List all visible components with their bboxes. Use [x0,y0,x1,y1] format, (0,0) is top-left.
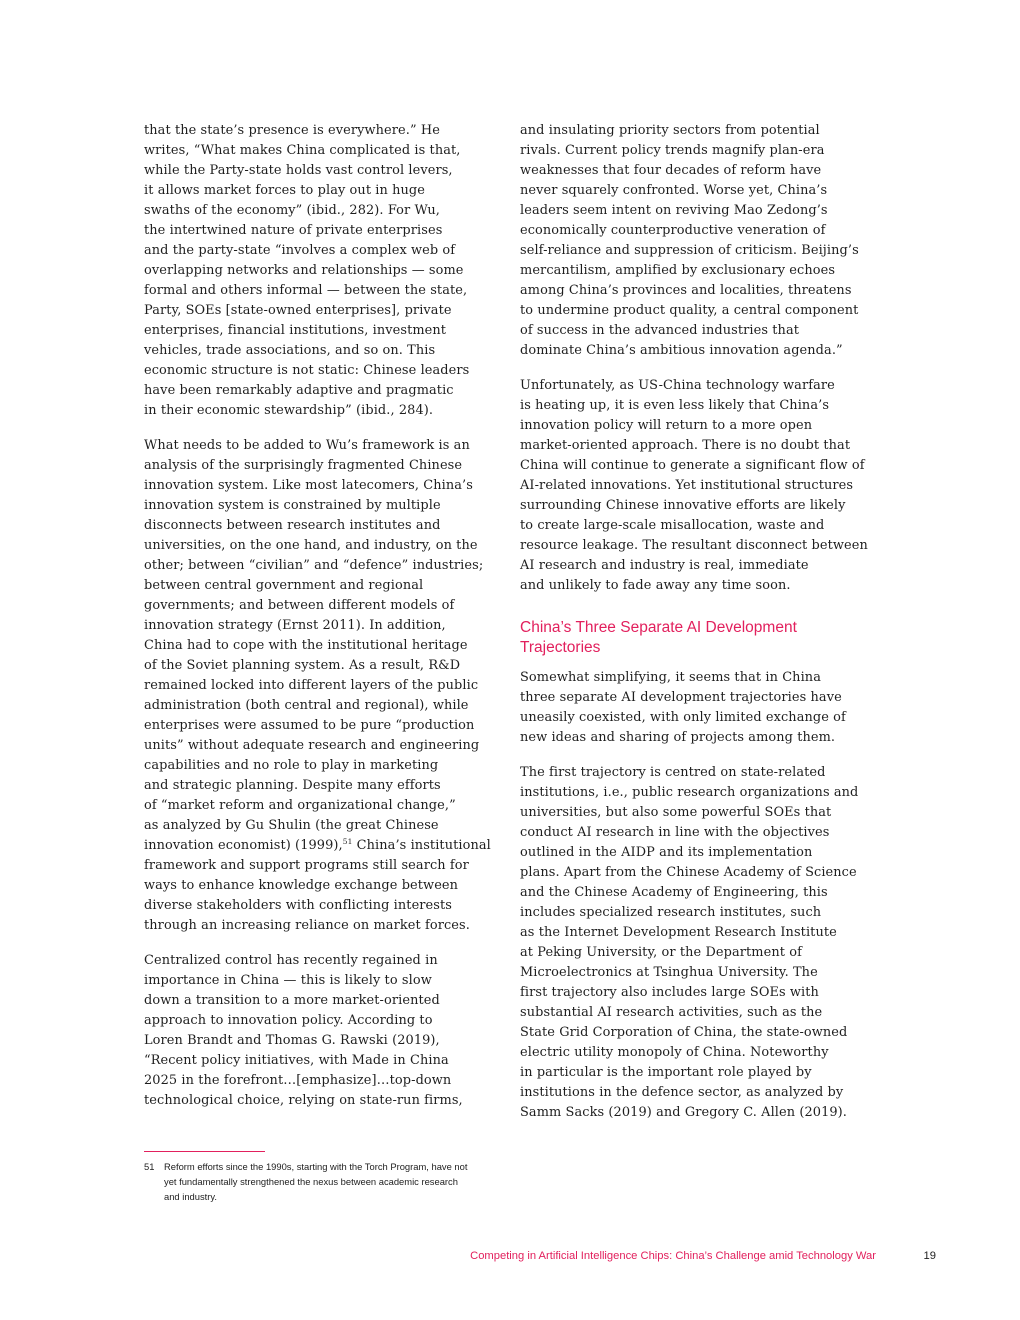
paragraph-text: What needs to be added to Wu’s framework is an analysis of the surprisingly fragmented Chinese innovation system. Like most latecomers, China’s innovation system is constrained by multiple disconnects between research institutes and universities, on the one hand, and industry, on the other; between “civilian” and “defence” industries; between central government and regional governments; and between different models of innovation strategy (Ernst 2011). In addition, China had to cope with the institutional heritage of the Soviet planning system. As a result, R&D remained locked into different layers of the public administration (both central and regional), while enterprises were assumed to be pure “production units” without adequate research and engineering capabilities and no role to play in marketing and strategic planning. Despite many efforts of “market reform and organizational change,” as analyzed by Gu Shulin (the great Chinese innovation economist) (1999), [144,438,484,853]
footnote-number: 51 [144,1161,155,1172]
right-column [520,121,876,1138]
paragraph: Somewhat simplifying, it seems that in China three separate AI development trajectories have uneasily coexisted, with only limited exchange of new ideas and sharing of projects among them. [520,670,846,745]
paragraph: that the state’s presence is everywhere.” He writes, “What makes China complicated is that, while the Party-state holds vast control levers, it allows market forces to play out in huge swaths of the economy” (ibid., 282). For Wu, the intertwined nature of private enterprises and the party-state “involves a complex web of overlapping networks and relationships — some formal and others informal — between the state, Party, SOEs [state-owned enterprises], private enterprises, financial institutions, investment vehicles, trade associations, and so on. This economic structure is not static: Chinese leaders have been remarkably adaptive and pragmatic in their economic stewardship” (ibid., 284). [144,123,470,418]
footnote [144,1159,504,1204]
page-number: 19 [923,1250,936,1262]
paragraph: Centralized control has recently regained in importance in China — this is likely to slow down a transition to a more market-oriented approach to innovation policy. According to Loren Brandt and Thomas G. Rawski (2019), “Recent policy initiatives, with Made in China 2025 in the forefront…[emphasize]…top-down technological choice, relying on state-run firms, [144,953,463,1108]
paragraph: Unfortunately, as US-China technology warfare is heating up, it is even less likely that China’s innovation policy will return to a more open market-oriented approach. There is no doubt that China will continue to generate a significant flow of AI-related innovations. Yet institutional structures surrounding Chinese innovative efforts are likely to create large-scale misallocation, waste and resource leakage. The resultant disconnect between AI research and industry is real, immediate and unlikely to fade away any time soon. [520,378,868,593]
footnote-divider [144,1151,265,1152]
paragraph: The first trajectory is centred on state-related institutions, i.e., public research organizations and universities, but also some powerful SOEs that conduct AI research in line with the objectives outlined in the AIDP and its implementation plans. Apart from the Chinese Academy of Science and the Chinese Academy of Engineering, this includes specialized research institutes, such as the Internet Development Research Institute at Peking University, or the Department of Microelectronics at Tsinghua University. The first trajectory also includes large SOEs with substantial AI research activities, such as the State Grid Corporation of China, the state-owned electric utility monopoly of China. Noteworthy in particular is the important role played by institutions in the defence sector, as analyzed by Samm Sacks (2019) and Gregory C. Allen (2019). [520,765,859,1120]
section-heading: China’s Three Separate AI Development Trajectories [520,619,797,656]
footnote-text: Reform efforts since the 1990s, starting with the Torch Program, have not yet fundamentally strengthened the nexus between academic research and industry. [164,1161,468,1202]
paragraph [144,436,500,936]
paragraph: and insulating priority sectors from potential rivals. Current policy trends magnify plan-era weaknesses that four decades of reform have never squarely confronted. Worse yet, China’s leaders seem intent on reviving Mao Zedong’s economically counterproductive veneration of self-reliance and suppression of criticism. Beijing’s mercantilism, amplified by exclusionary echoes among China’s provinces and localities, threatens to undermine product quality, a central component of success in the advanced industries that dominate China’s ambitious innovation agenda.” [520,123,859,358]
footnote-reference[interactable]: 51 [342,837,353,846]
running-footer-title: Competing in Artificial Intelligence Chips: China’s Challenge amid Technology War [470,1250,876,1262]
paragraph-text: China’s institutional framework and support programs still search for ways to enhance knowledge exchange between diverse stakeholders with conflicting interests through an increasing reliance on market forces. [144,838,491,933]
left-column [144,121,500,1126]
